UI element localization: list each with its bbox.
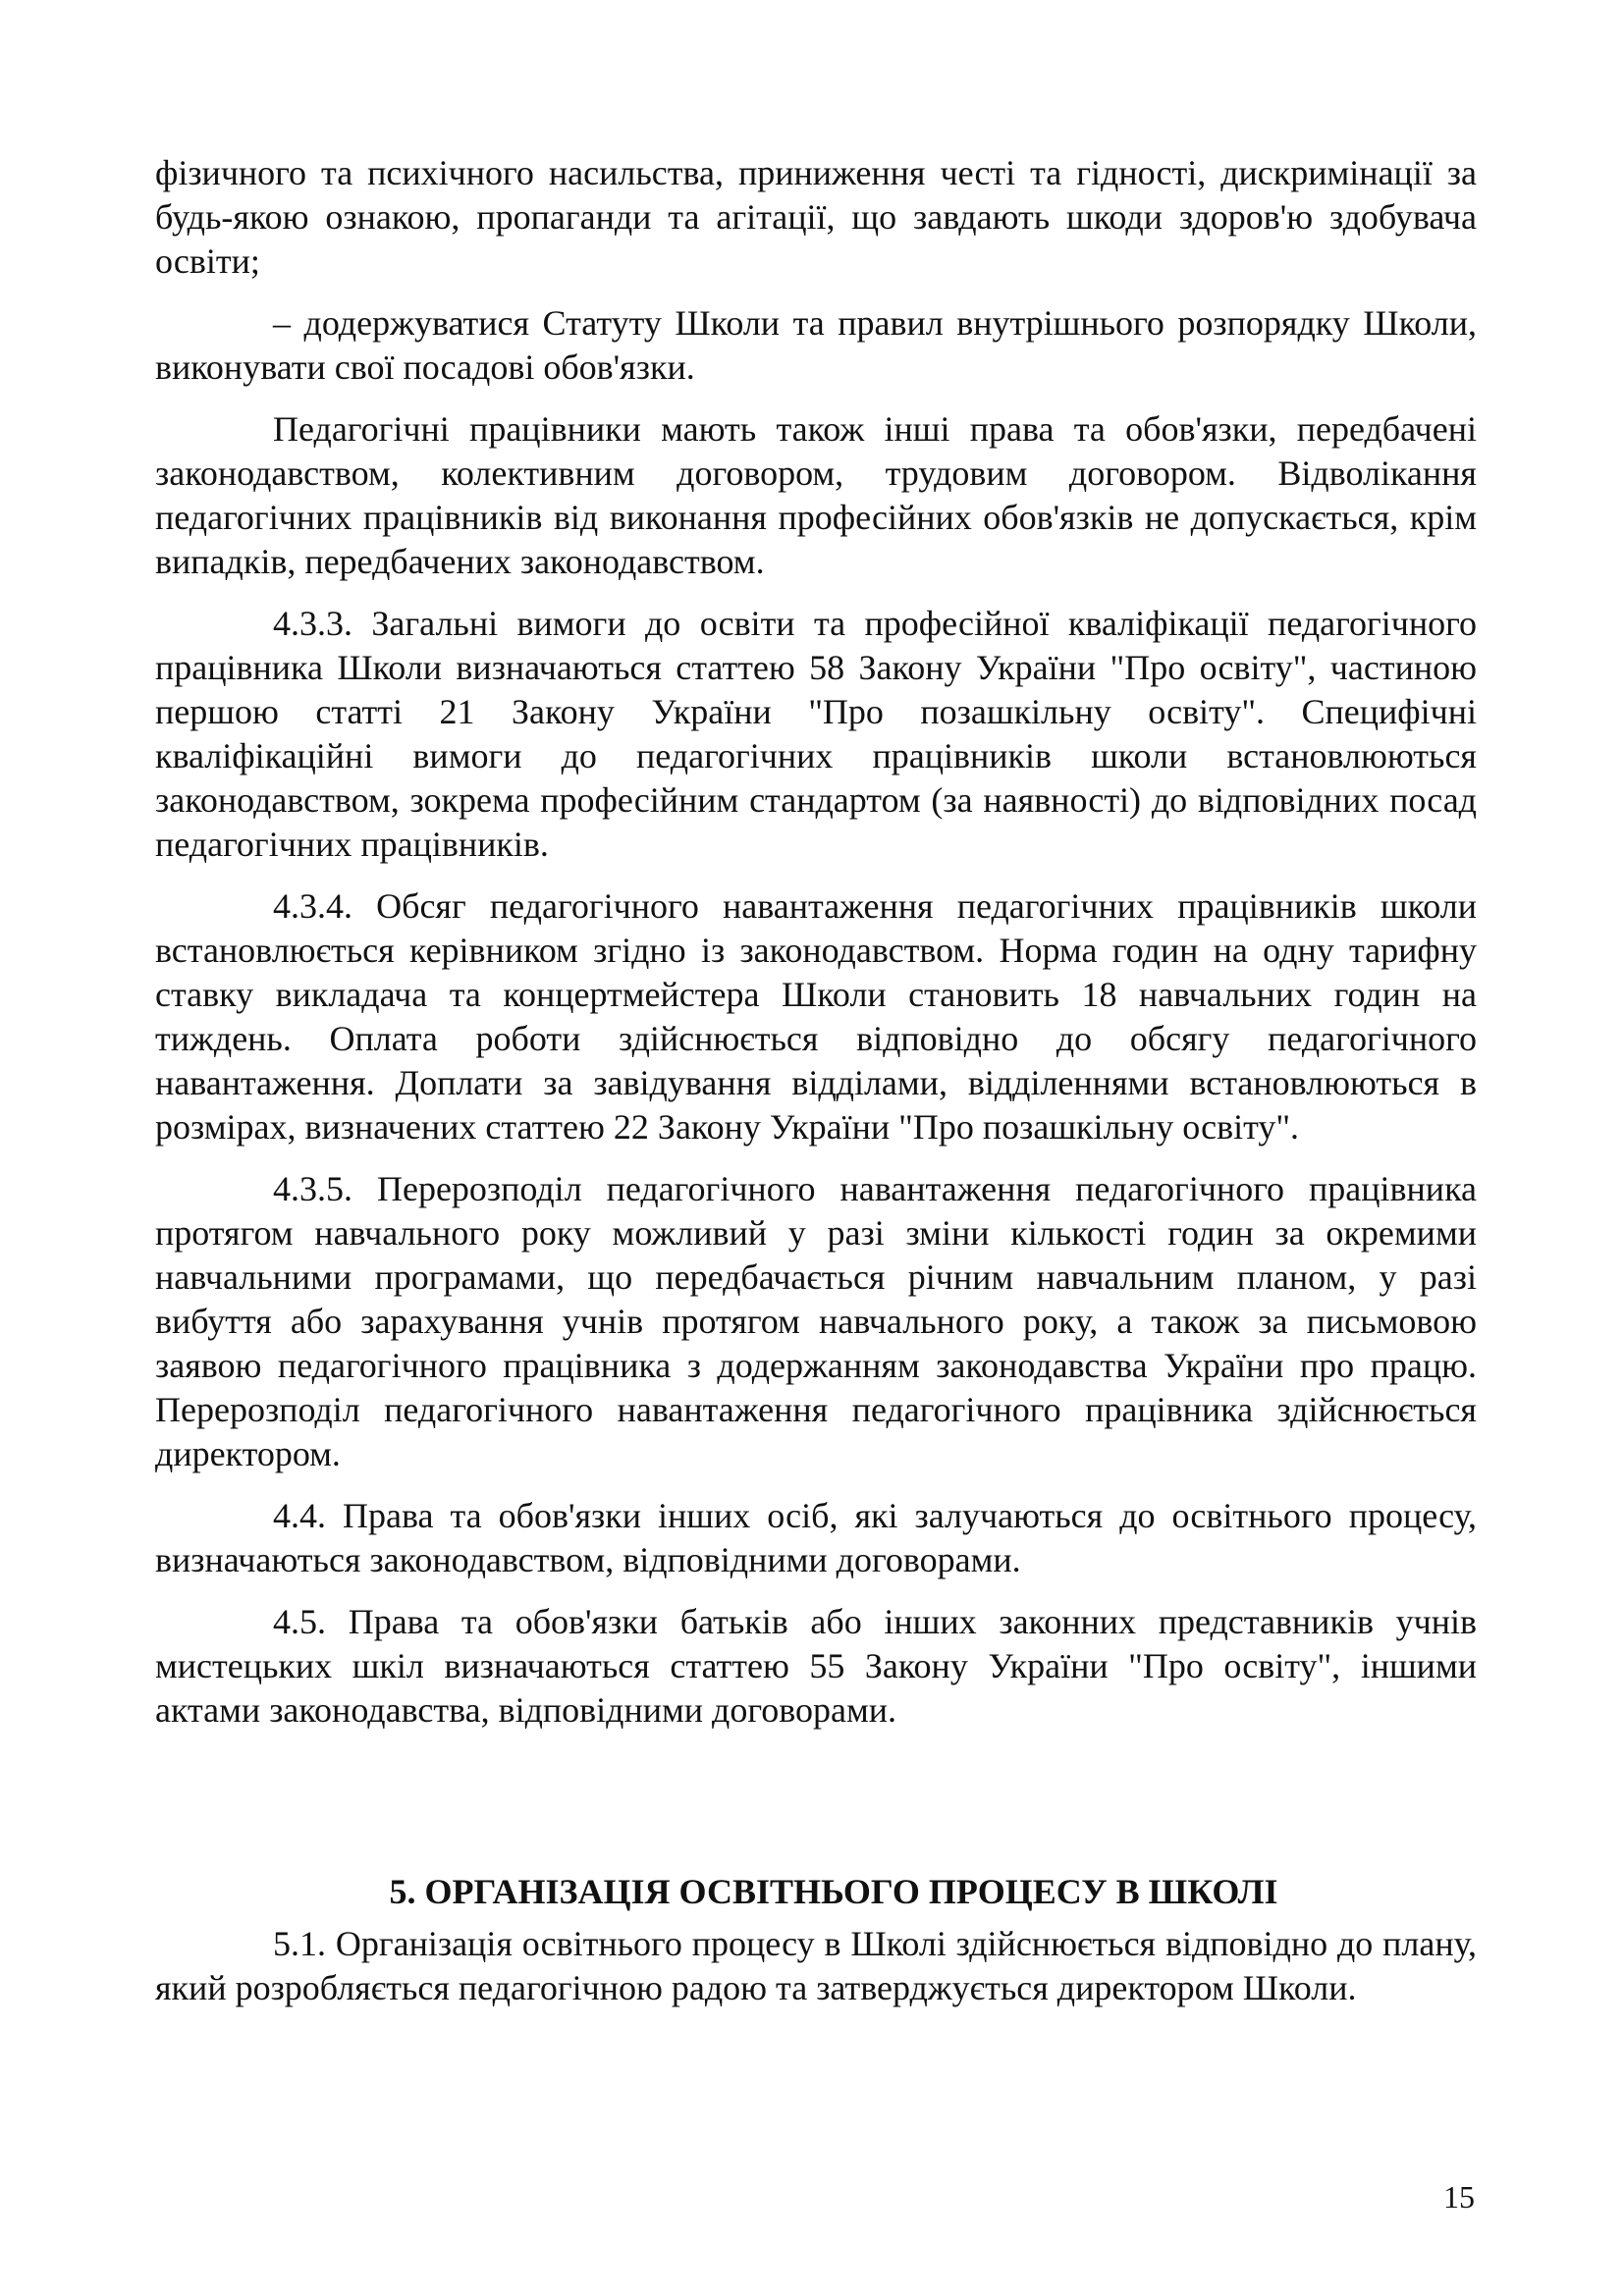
paragraph-4-3-3: 4.3.3. Загальні вимоги до освіти та професійної кваліфікації педагогічного працівника Школи визначаються статтею 58 Закону України "Про освіту", частиною першою статті 21 Закону України "Про позашкільну освіту". Специфічні кваліфікаційні вимоги до педагогічних працівників школи встановлюються законодавством, зокрема професійним стандартом (за наявності) до відповідних посад педагогічних працівників. bbox=[155, 604, 1477, 864]
section-heading: 5. ОРГАНІЗАЦІЯ ОСВІТНЬОГО ПРОЦЕСУ В ШКОЛІ bbox=[389, 1872, 1278, 1911]
paragraph-continuation: фізичного та психічного насильства, приниження честі та гідності, дискримінації за будь-якою ознакою, пропаганди та агітації, що завдають шкоди здоров'ю здобувача освіти; bbox=[155, 153, 1477, 281]
paragraph-4-3-4: 4.3.4. Обсяг педагогічного навантаження педагогічних працівників школи встановлюється керівником згідно із законодавством. Норма годин на одну тарифну ставку викладача та концертмейстера Школи становить 18 навчальних годин на тиждень. Оплата роботи здійснюється відповідно до обсягу педагогічного навантаження. Доплати за завідування відділами, відділеннями встановлюються в розмірах, визначених статтею 22 Закону України "Про позашкільну освіту". bbox=[155, 886, 1477, 1147]
document-page bbox=[155, 151, 1477, 2028]
paragraph-statute-duty: – додержуватися Статуту Школи та правил внутрішнього розпорядку Школи, виконувати свої посадові обов'язки. bbox=[155, 303, 1477, 387]
page-number: 15 bbox=[1443, 2179, 1475, 2215]
paragraph-other-rights: Педагогічні працівники мають також інші права та обов'язки, передбачені законодавством, колективним договором, трудовим договором. Відволікання педагогічних працівників від виконання професійних обов'язків не допускається, крім випадків, передбачених законодавством. bbox=[155, 409, 1477, 581]
paragraph-4-5: 4.5. Права та обов'язки батьків або інших законних представників учнів мистецьких шкіл визначаються статтею 55 Закону України "Про освіту", іншими актами законодавства, відповідними договорами. bbox=[155, 1602, 1477, 1730]
paragraph-4-3-5: 4.3.5. Перерозподіл педагогічного навантаження педагогічного працівника протягом навчального року можливий у разі зміни кількості годин за окремими навчальними програмами, що передбачається річним навчальним планом, у разі вибуття або зарахування учнів протягом навчального року, а також за письмовою заявою педагогічного працівника з додержанням законодавства України про працю. Перерозподіл педагогічного навантаження педагогічного працівника здійснюється директором. bbox=[155, 1169, 1477, 1473]
paragraph-5-1: 5.1. Організація освітнього процесу в Школі здійснюється відповідно до плану, який розробляється педагогічною радою та затверджується директором Школи. bbox=[155, 1924, 1477, 2007]
paragraph-4-4: 4.4. Права та обов'язки інших осіб, які залучаються до освітнього процесу, визначаються законодавством, відповідними договорами. bbox=[155, 1496, 1477, 1579]
